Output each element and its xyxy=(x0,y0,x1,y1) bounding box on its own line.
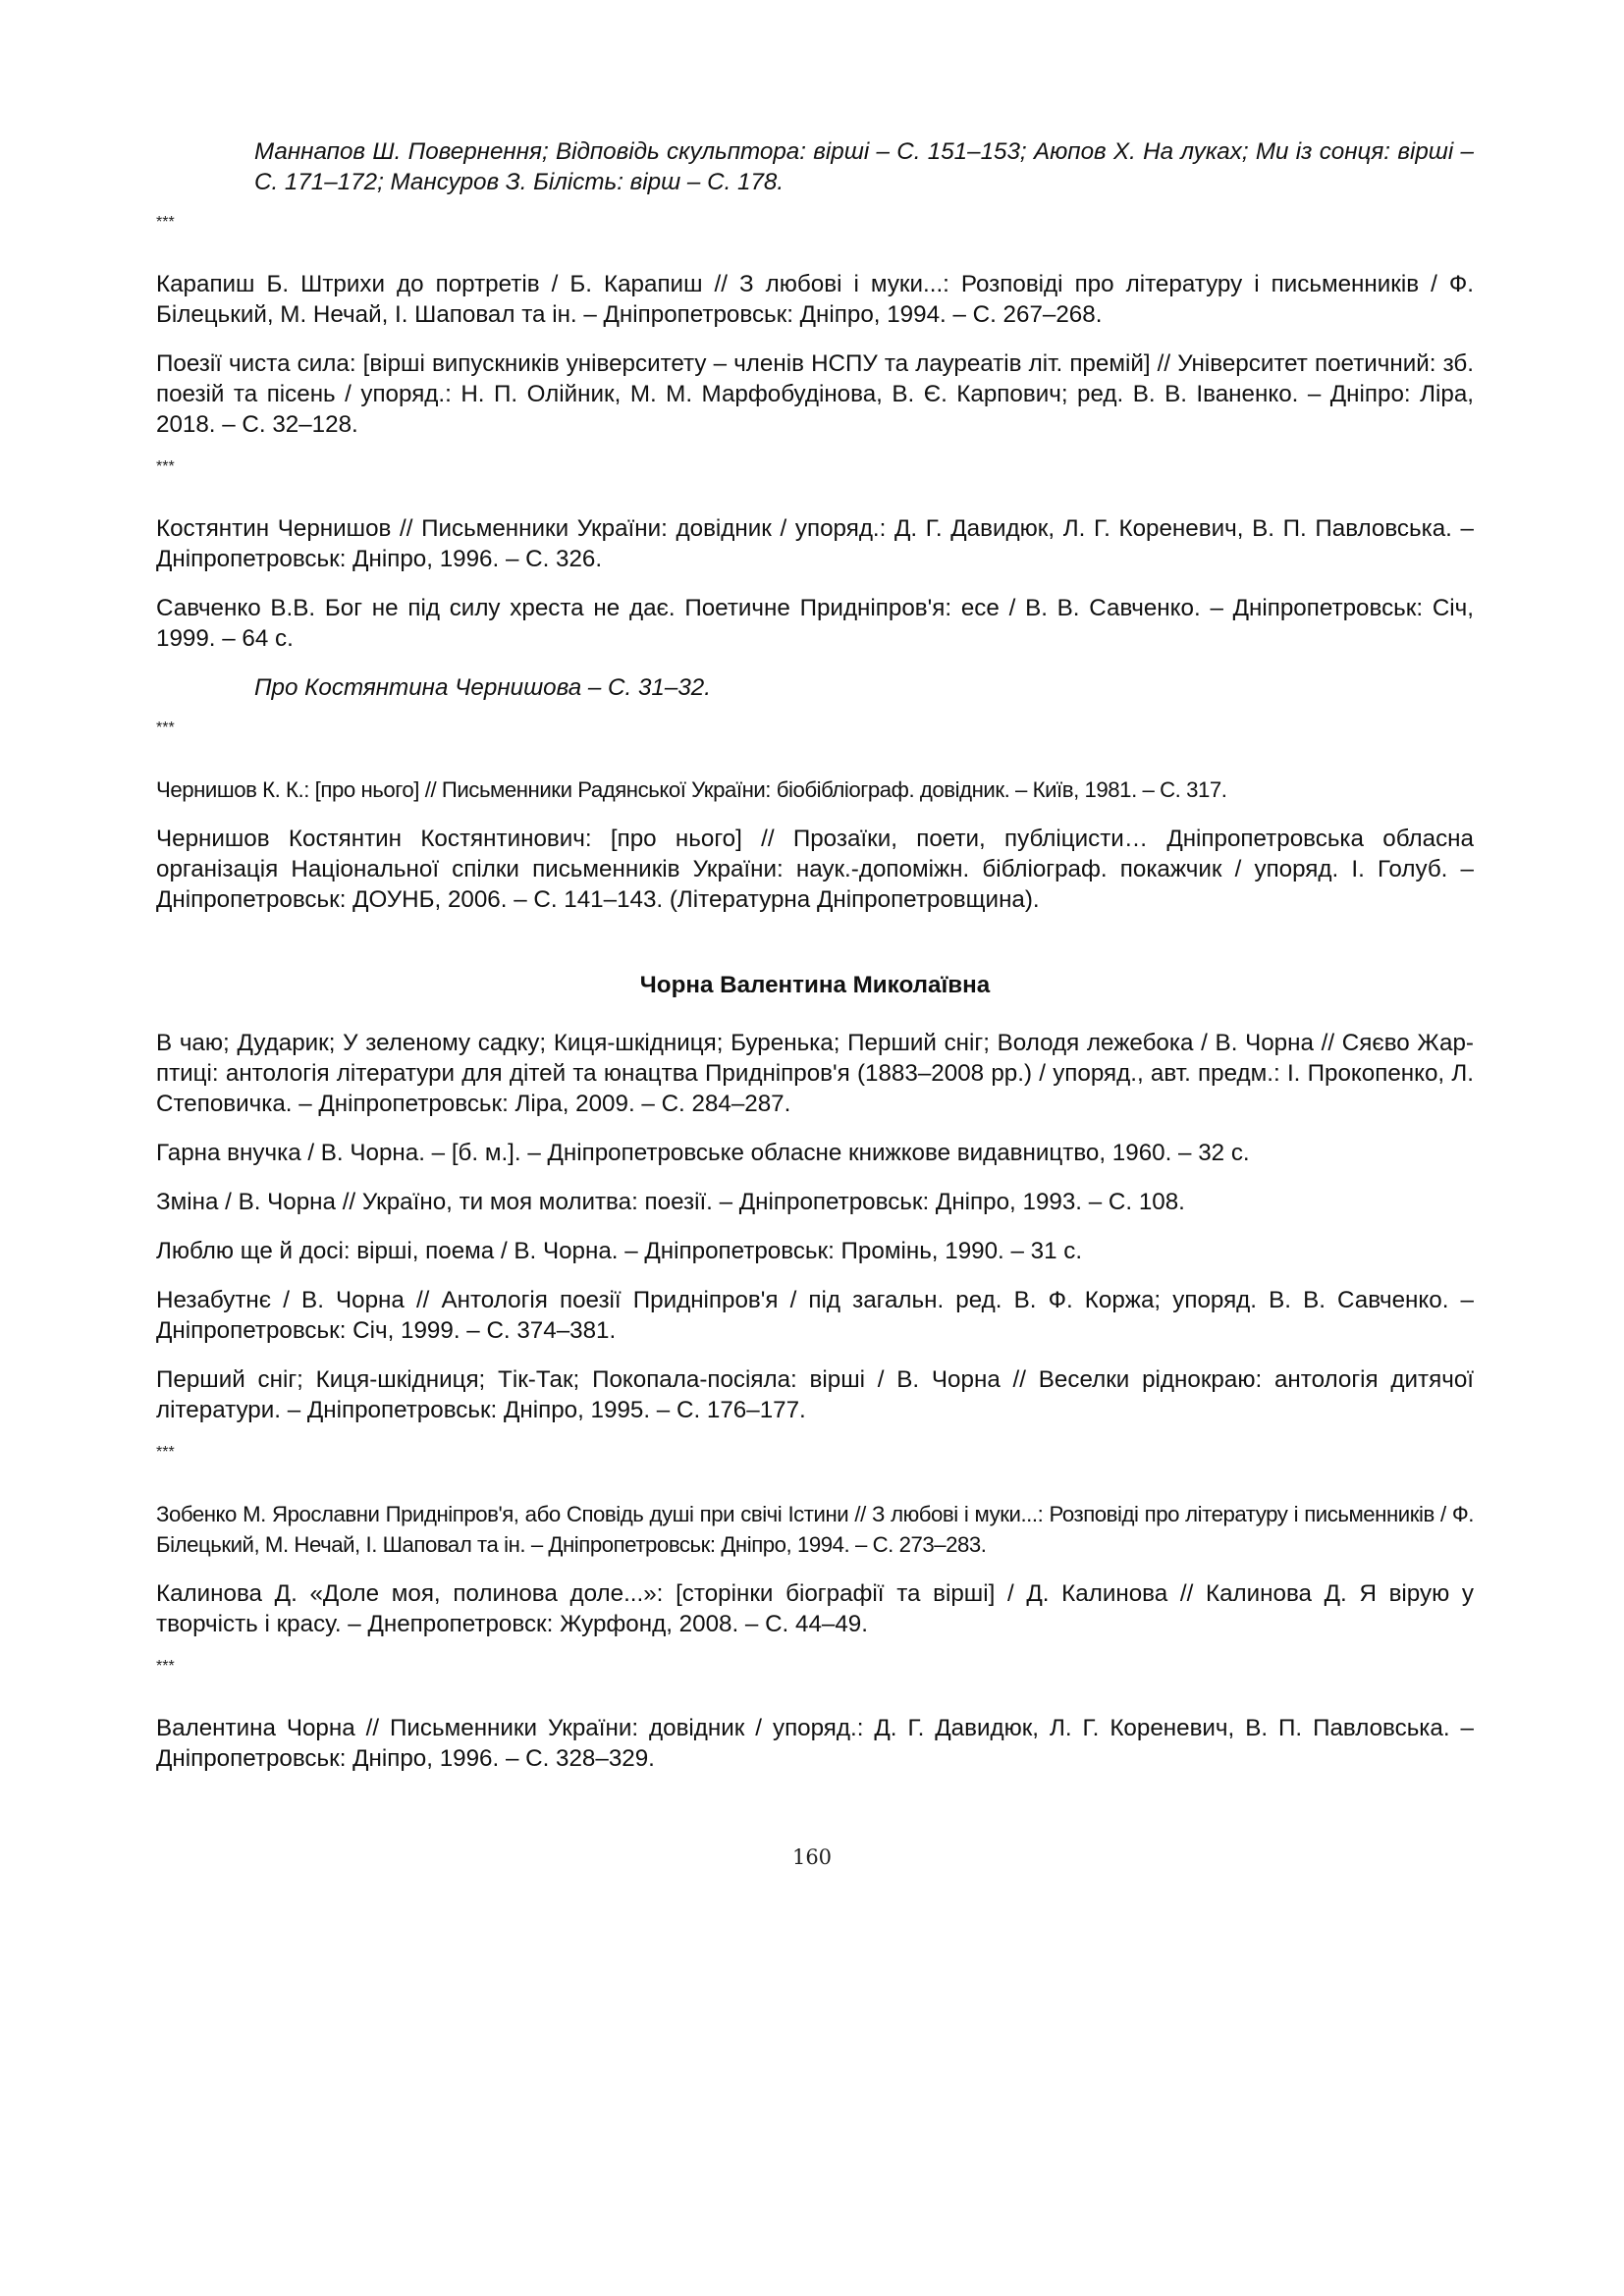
bibliography-entry: Карапиш Б. Штрихи до портретів / Б. Карапиш // З любові і муки...: Розповіді про літературу і письменників / Ф. Білецький, М. Нечай, І. Шаповал та ін. – Дніпропетровськ: Дніпро, 1994. – С. 267–268. xyxy=(156,271,1474,328)
annotation-note: Про Костянтина Чернишова – С. 31–32. xyxy=(254,674,711,701)
section-separator: *** xyxy=(156,1658,175,1675)
page-number: 160 xyxy=(791,1845,833,1869)
bibliography-list-top xyxy=(156,136,1474,915)
bibliography-entry: Чернишов К. К.: [про нього] // Письменники Радянської України: біобібліограф. довідник. – Київ, 1981. – С. 317. xyxy=(156,777,1227,802)
bibliography-entry: Чернишов Костянтин Костянтинович: [про нього] // Прозаїки, поети, публіцисти… Дніпропетровська обласна організація Національної спілки письменників України: наук.-допоміжн. бібліограф. покажчик / упоряд. І. Голуб. – Дніпропетровськ: ДОУНБ, 2006. – С. 141–143. (Літературна Дніпропетровщина). xyxy=(156,826,1474,913)
section-separator: *** xyxy=(156,214,175,231)
bibliography-entry: Калинова Д. «Доле моя, полинова доле...»: [сторінки біографії та вірші] / Д. Калинова // Калинова Д. Я вірую у творчість і красу. – Днепропетровск: Журфонд, 2008. – С. 44–49. xyxy=(156,1580,1474,1637)
bibliography-entry: Люблю ще й досі: вірші, поема / В. Чорна. – Дніпропетровськ: Промінь, 1990. – 31 с. xyxy=(156,1238,1083,1264)
bibliography-entry: Зобенко М. Ярославни Придніпров'я, або Сповідь душі при свічі Істини // З любові і муки...: Розповіді про літературу і письменників / Ф. Білецький, М. Нечай, І. Шаповал та ін. – Дніпропетровськ: Дніпро, 1994. – С. 273–283. xyxy=(156,1502,1474,1557)
section-heading: Чорна Валентина Миколаївна xyxy=(639,972,991,998)
bibliography-entry: Костянтин Чернишов // Письменники України: довідник / упоряд.: Д. Г. Давидюк, Л. Г. Кореневич, В. П. Павловська. – Дніпропетровськ: Дніпро, 1996. – С. 326. xyxy=(156,515,1474,572)
page-content xyxy=(156,136,1474,1792)
bibliography-entry: Поезії чиста сила: [вірші випускників університету – членів НСПУ та лауреатів літ. премій] // Університет поетичний: зб. поезій та пісень / упоряд.: Н. П. Олійник, М. М. Марфобудінова, В. Є. Карпович; ред. В. В. Іваненко. – Дніпро: Ліра, 2018. – С. 32–128. xyxy=(156,350,1474,438)
section-separator: *** xyxy=(156,458,175,475)
annotation-note: Маннапов Ш. Повернення; Відповідь скульптора: вірші – С. 151–153; Аюпов Х. На луках; Ми із сонця: вірші – С. 171–172; Мансуров З. Білість: вірш – С. 178. xyxy=(254,138,1474,195)
bibliography-entry: Незабутнє / В. Чорна // Антологія поезії Придніпров'я / під загальн. ред. В. Ф. Коржа; упоряд. В. В. Савченко. – Дніпропетровськ: Січ, 1999. – С. 374–381. xyxy=(156,1287,1474,1344)
section-separator: *** xyxy=(156,1444,175,1461)
bibliography-entry: В чаю; Дударик; У зеленому садку; Киця-шкідниця; Буренька; Перший сніг; Володя лежебока / В. Чорна // Сяєво Жар-птиці: антологія літератури для дітей та юнацтва Придніпров'я (1883–2008 рр.) / упоряд., авт. предм.: І. Прокопенко, Л. Степовичка. – Дніпропетровськ: Ліра, 2009. – С. 284–287. xyxy=(156,1030,1474,1117)
bibliography-entry: Зміна / В. Чорна // Україно, ти моя молитва: поезії. – Дніпропетровськ: Дніпро, 1993. – С. 108. xyxy=(156,1189,1185,1215)
bibliography-entry: Валентина Чорна // Письменники України: довідник / упоряд.: Д. Г. Давидюк, Л. Г. Кореневич, В. П. Павловська. – Дніпропетровськ: Дніпро, 1996. – С. 328–329. xyxy=(156,1715,1474,1772)
bibliography-entry: Перший сніг; Киця-шкідниця; Тік-Так; Покопала-посіяла: вірші / В. Чорна // Веселки ріднокраю: антологія дитячої літератури. – Дніпропетровськ: Дніпро, 1995. – С. 176–177. xyxy=(156,1366,1474,1423)
bibliography-entry: Савченко В.В. Бог не під силу хреста не дає. Поетичне Придніпров'я: есе / В. В. Савченко. – Дніпропетровськ: Січ, 1999. – 64 с. xyxy=(156,595,1474,652)
bibliography-list-bottom xyxy=(156,1028,1474,1774)
section-separator: *** xyxy=(156,720,175,736)
bibliography-entry: Гарна внучка / В. Чорна. – [б. м.]. – Дніпропетровське обласне книжкове видавництво, 1960. – 32 с. xyxy=(156,1140,1250,1166)
